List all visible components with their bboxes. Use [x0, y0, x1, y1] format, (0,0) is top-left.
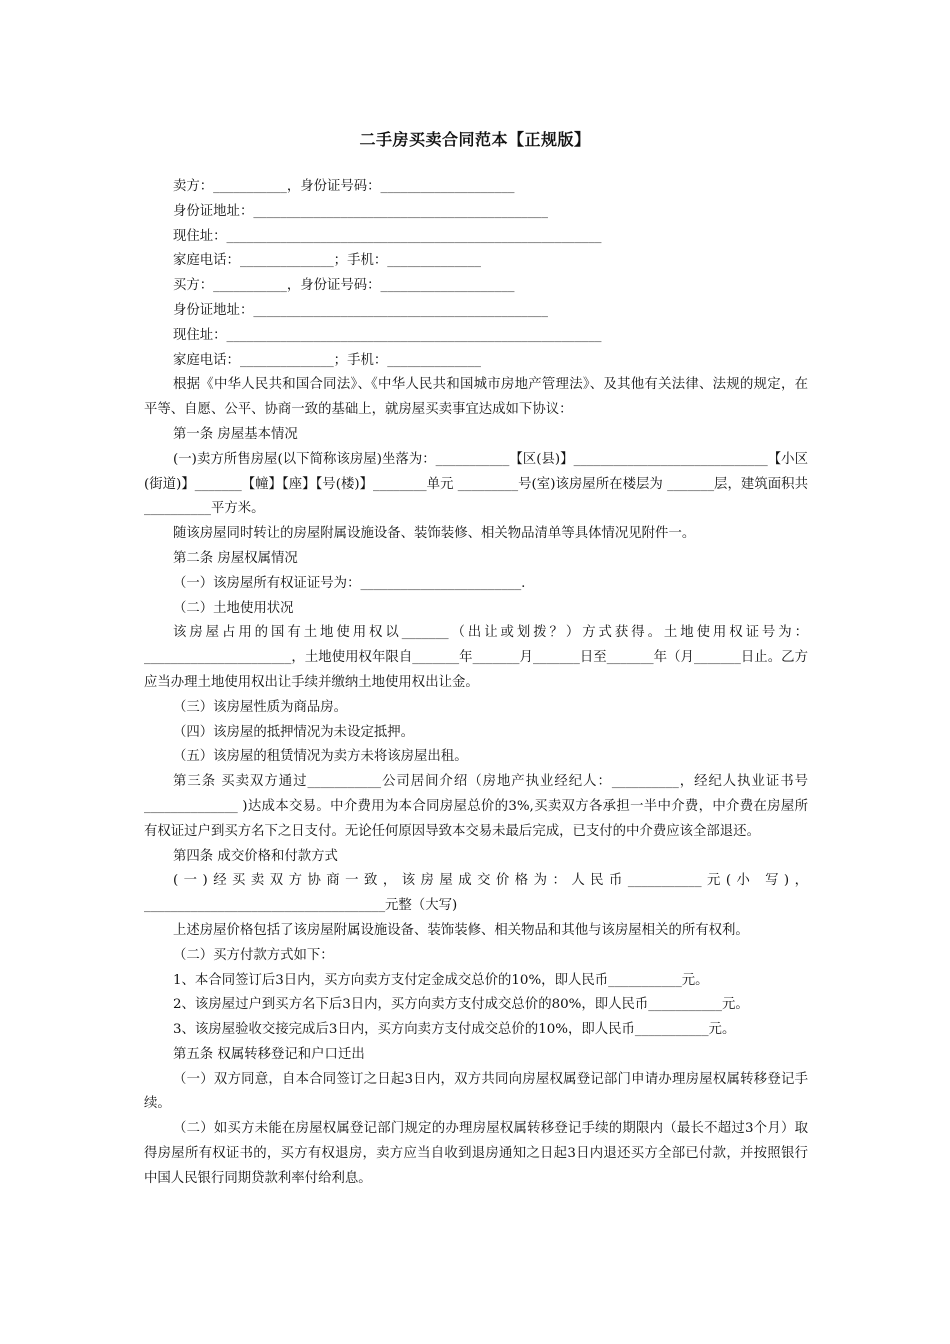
price-inclusion-paragraph: 上述房屋价格包括了该房屋附属设施设备、装饰装修、相关物品和其他与该房屋相关的所有权利。	[173, 922, 749, 938]
document-title: 二手房买卖合同范本【正规版】	[359, 130, 591, 149]
seller-line: 卖方：___________，身份证号码：____________________	[173, 179, 515, 194]
article-4-heading: 第四条 成交价格和付款方式	[173, 848, 338, 864]
seller-current-address-line: 现住址：________________________________________________________	[173, 228, 602, 244]
article-4-clause-2: （二）买方付款方式如下：	[173, 947, 334, 963]
seller-id-address-line: 身份证地址：____________________________________________	[173, 203, 548, 219]
payment-item-1: 1、本合同签订后3日内，买方向卖方支付定金成交总价的10%，即人民币___________元。	[173, 972, 709, 988]
seller-phone-line: 家庭电话：______________；手机：______________	[173, 253, 481, 269]
article-3-paragraph: 第三条 买卖双方通过___________公司居间介绍（房地产执业经纪人：__________，经纪人执业证书号______________ )达成本交易。中介费用为本合同房屋总价的3%,买卖双方各承担一半中介费，中介费在房屋所有权证过户到买方名下之日支付。无论任何原因导致本交易未最后完成，已支付的中介费应该全部退还。	[144, 774, 808, 839]
contract-body	[144, 175, 808, 1192]
preamble-paragraph: 根据《中华人民共和国合同法》、《中华人民共和国城市房地产管理法》、及其他有关法律、法规的规定，在平等、自愿、公平、协商一致的基础上，就房屋买卖事宜达成如下协议：	[144, 377, 808, 418]
buyer-line: 买方：___________，身份证号码：____________________	[173, 278, 515, 294]
article-1-attachment-note: 随该房屋同时转让的房屋附属设施设备、装饰装修、相关物品清单等具体情况见附件一。	[173, 526, 696, 542]
article-4-clause-1: (一)经买卖双方协商一致，该房屋成交价格为：人民币___________元(小 写)，____________________________________元整（大写)	[144, 873, 808, 914]
article-5-heading: 第五条 权属转移登记和户口迁出	[173, 1046, 365, 1062]
buyer-phone-line: 家庭电话：______________；手机：______________	[173, 352, 481, 368]
article-2-clause-4: （四）该房屋的抵押情况为未设定抵押。	[173, 724, 415, 740]
article-2-clause-3: （三）该房屋性质为商品房。	[173, 699, 348, 715]
buyer-current-address-line: 现住址：________________________________________________________	[173, 327, 602, 343]
land-use-paragraph: 该房屋占用的国有土地使用权以_______（出让或划拨？）方式获得。土地使用权证号为：______________________，土地使用权年限自_______年_______月_______日至_______年（月_______日止。乙方应当办理土地使用权出让手续并缴纳土地使用权出让金。	[144, 625, 808, 690]
article-2-heading: 第二条 房屋权属情况	[173, 550, 298, 566]
article-2-clause-2: （二）土地使用状况	[173, 600, 294, 616]
article-2-clause-5: （五）该房屋的租赁情况为卖方未将该房屋出租。	[173, 749, 468, 765]
article-1-heading: 第一条 房屋基本情况	[173, 426, 298, 442]
article-5-clause-2: （二）如买方未能在房屋权属登记部门规定的办理房屋权属转移登记手续的期限内（最长不超过3个月）取得房屋所有权证书的，买方有权退房，卖方应当自收到退房通知之日起3日内退还买方全部已付款，并按照银行中国人民银行同期贷款利率付给利息。	[144, 1121, 808, 1186]
article-1-clause-1: (一)卖方所售房屋(以下简称该房屋)坐落为：___________【区(县)】_____________________________【小区(街道)】_______【幢】【座】【号(楼)】________单元 _________号(室)该房屋所在楼层为 _______层，建筑面积共__________平方米。	[144, 451, 808, 517]
article-2-clause-1: （一）该房屋所有权证证号为：________________________.	[173, 575, 526, 591]
buyer-id-address-line: 身份证地址：____________________________________________	[173, 302, 548, 318]
payment-item-2: 2、该房屋过户到买方名下后3日内，买方向卖方支付成交总价的80%，即人民币___________元。	[173, 997, 749, 1013]
payment-item-3: 3、该房屋验收交接完成后3日内，买方向卖方支付成交总价的10%，即人民币___________元。	[173, 1022, 736, 1038]
article-5-clause-1: （一）双方同意，自本合同签订之日起3日内，双方共同向房屋权属登记部门申请办理房屋权属转移登记手续。	[144, 1071, 808, 1112]
